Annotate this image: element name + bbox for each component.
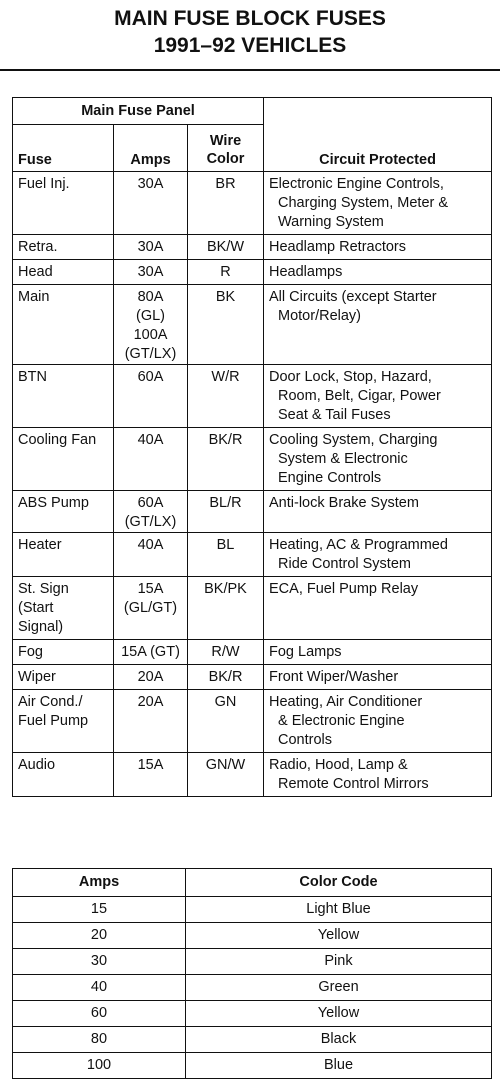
fuse-amps-line: 30A [137,264,164,280]
wire-header-line2: Color [206,151,245,167]
color-amps-cell: 20 [13,923,186,949]
color-row [13,1027,492,1053]
circuit-line: Electronic Engine Controls, [269,176,444,192]
wire-color-cell: BR [188,172,264,235]
fuse-name-line: Cooling Fan [18,432,97,448]
color-code-header: Color Code [186,869,492,897]
fuse-row [13,665,492,690]
fuse-row [13,577,492,640]
circuit-line: Engine Controls [278,470,382,486]
circuit-line: Front Wiper/Washer [269,669,399,685]
fuse-name-line: Retra. [18,239,58,255]
fuse-name-line: Air Cond./ [18,694,83,710]
wire-color-cell: R/W [188,640,264,665]
circuit-line: Seat & Tail Fuses [278,407,391,423]
wire-color-cell: BK/R [188,428,264,491]
fuse-name-line: Fuel Inj. [18,176,70,192]
color-row [13,897,492,923]
color-code-cell: Black [186,1027,492,1053]
fuse-amps-line: (GL/GT) [123,600,178,616]
fuse-name-cell [13,753,114,797]
fuse-amps-line: 60A [137,495,164,511]
color-code-cell: Pink [186,949,492,975]
color-amps-cell: 80 [13,1027,186,1053]
fuse-row [13,640,492,665]
fuse-amps-cell [114,665,188,690]
color-row [13,975,492,1001]
circuit-line: Door Lock, Stop, Hazard, [269,369,432,385]
color-code-cell: Yellow [186,923,492,949]
wire-color-cell: GN/W [188,753,264,797]
fuse-name-cell [13,285,114,365]
fuse-row [13,365,492,428]
circuit-line: Fog Lamps [269,644,342,660]
circuit-cell [264,640,492,665]
fuse-amps-cell [114,491,188,533]
fuse-amps-cell [114,365,188,428]
fuse-amps-line: 60A [137,369,164,385]
fuse-name-line: ABS Pump [18,495,89,511]
fuse-name-line: Heater [18,537,62,553]
circuit-line: System & Electronic [278,451,408,467]
circuit-line: Motor/Relay) [278,308,362,324]
circuit-line: Remote Control Mirrors [278,776,429,792]
circuit-line: & Electronic Engine [278,713,405,729]
amps-header: Amps [114,125,188,172]
color-row [13,923,492,949]
color-code-cell: Green [186,975,492,1001]
fuse-row [13,690,492,753]
fuse-amps-line: 15A (GT) [121,644,180,660]
fuse-name-line: (Start [18,600,54,616]
fuse-name-line: St. Sign [18,581,69,597]
fuse-row [13,260,492,285]
wire-color-header [188,125,264,172]
color-code-cell: Yellow [186,1001,492,1027]
color-amps-cell: 15 [13,897,186,923]
fuse-amps-line: 40A [137,432,164,448]
fuse-amps-cell [114,172,188,235]
circuit-cell [264,533,492,577]
circuit-line: Radio, Hood, Lamp & [269,757,408,773]
fuse-name-cell [13,690,114,753]
fuse-amps-line: (GT/LX) [124,514,177,530]
fuse-amps-line: 15A [137,757,164,773]
circuit-line: Ride Control System [278,556,411,572]
circuit-cell [264,285,492,365]
fuse-row [13,533,492,577]
circuit-line: Warning System [278,214,384,230]
fuse-name-line: Main [18,289,50,305]
circuit-line: All Circuits (except Starter [269,289,437,305]
fuse-row [13,491,492,533]
page-title: MAIN FUSE BLOCK FUSES [114,7,386,30]
fuse-row [13,172,492,235]
wire-color-cell: GN [188,690,264,753]
circuit-cell [264,753,492,797]
fuse-amps-line: 40A [137,537,164,553]
color-row [13,1053,492,1079]
fuse-amps-line: (GT/LX) [124,346,177,362]
fuse-amps-cell [114,285,188,365]
circuit-line: Headlamps [269,264,343,280]
color-amps-cell: 30 [13,949,186,975]
wire-color-cell: R [188,260,264,285]
fuse-name-line: Fog [18,644,43,660]
fuse-name-line: Signal) [18,619,64,635]
circuit-line: Charging System, Meter & [278,195,449,211]
fuse-name-line: Wiper [18,669,56,685]
wire-color-cell: BL [188,533,264,577]
circuit-line: Headlamp Retractors [269,239,407,255]
fuse-name-line: Audio [18,757,56,773]
color-row [13,949,492,975]
color-code-cell: Light Blue [186,897,492,923]
circuit-cell [264,172,492,235]
fuse-header: Fuse [13,125,114,172]
circuit-line: Heating, AC & Programmed [269,537,448,553]
fuse-amps-cell [114,235,188,260]
wire-header-line1: Wire [209,133,242,149]
fuse-row [13,428,492,491]
wire-color-cell: BK/PK [188,577,264,640]
circuit-cell [264,428,492,491]
wire-color-cell: W/R [188,365,264,428]
fuse-amps-line: 80A [137,289,164,305]
fuse-amps-line: 15A [137,581,164,597]
circuit-line: ECA, Fuel Pump Relay [269,581,419,597]
title-divider [0,69,500,71]
fuse-amps-line: 30A [137,239,164,255]
fuse-name-cell [13,235,114,260]
fuse-name-line: Fuel Pump [18,713,89,729]
fuse-amps-line: 30A [137,176,164,192]
color-row [13,1001,492,1027]
fuse-name-line: BTN [18,369,47,385]
fuse-amps-cell [114,533,188,577]
fuse-amps-cell [114,690,188,753]
fuse-row [13,753,492,797]
circuit-cell [264,665,492,690]
circuit-cell [264,235,492,260]
fuse-name-line: Head [18,264,53,280]
circuit-header: Circuit Protected [264,98,492,172]
fuse-amps-cell [114,753,188,797]
wire-color-cell: BK/W [188,235,264,260]
color-amps-header: Amps [13,869,186,897]
circuit-line: Heating, Air Conditioner [269,694,423,710]
color-amps-cell: 100 [13,1053,186,1079]
circuit-cell [264,365,492,428]
circuit-line: Anti-lock Brake System [269,495,419,511]
fuse-name-cell [13,172,114,235]
fuse-amps-line: 100A [133,327,168,343]
fuse-row [13,285,492,365]
fuse-name-cell [13,491,114,533]
color-code-cell: Blue [186,1053,492,1079]
color-code-table [12,868,492,1079]
fuse-amps-line: 20A [137,694,164,710]
fuse-amps-cell [114,577,188,640]
circuit-cell [264,690,492,753]
fuse-amps-cell [114,428,188,491]
fuse-name-cell [13,640,114,665]
circuit-cell [264,491,492,533]
circuit-cell [264,577,492,640]
circuit-line: Room, Belt, Cigar, Power [278,388,441,404]
color-amps-cell: 60 [13,1001,186,1027]
wire-color-cell: BL/R [188,491,264,533]
main-fuse-table [12,97,492,797]
circuit-cell [264,260,492,285]
fuse-amps-cell [114,260,188,285]
fuse-name-cell [13,577,114,640]
fuse-name-cell [13,260,114,285]
panel-header: Main Fuse Panel [13,98,264,125]
fuse-amps-cell [114,640,188,665]
circuit-line: Cooling System, Charging [269,432,438,448]
fuse-name-cell [13,665,114,690]
fuse-name-cell [13,365,114,428]
page-subtitle: 1991–92 VEHICLES [153,34,347,57]
fuse-row [13,235,492,260]
fuse-name-cell [13,533,114,577]
wire-color-cell: BK/R [188,665,264,690]
color-amps-cell: 40 [13,975,186,1001]
fuse-amps-line: (GL) [136,308,165,324]
wire-color-cell: BK [188,285,264,365]
fuse-amps-line: 20A [137,669,164,685]
circuit-line: Controls [278,732,333,748]
fuse-name-cell [13,428,114,491]
